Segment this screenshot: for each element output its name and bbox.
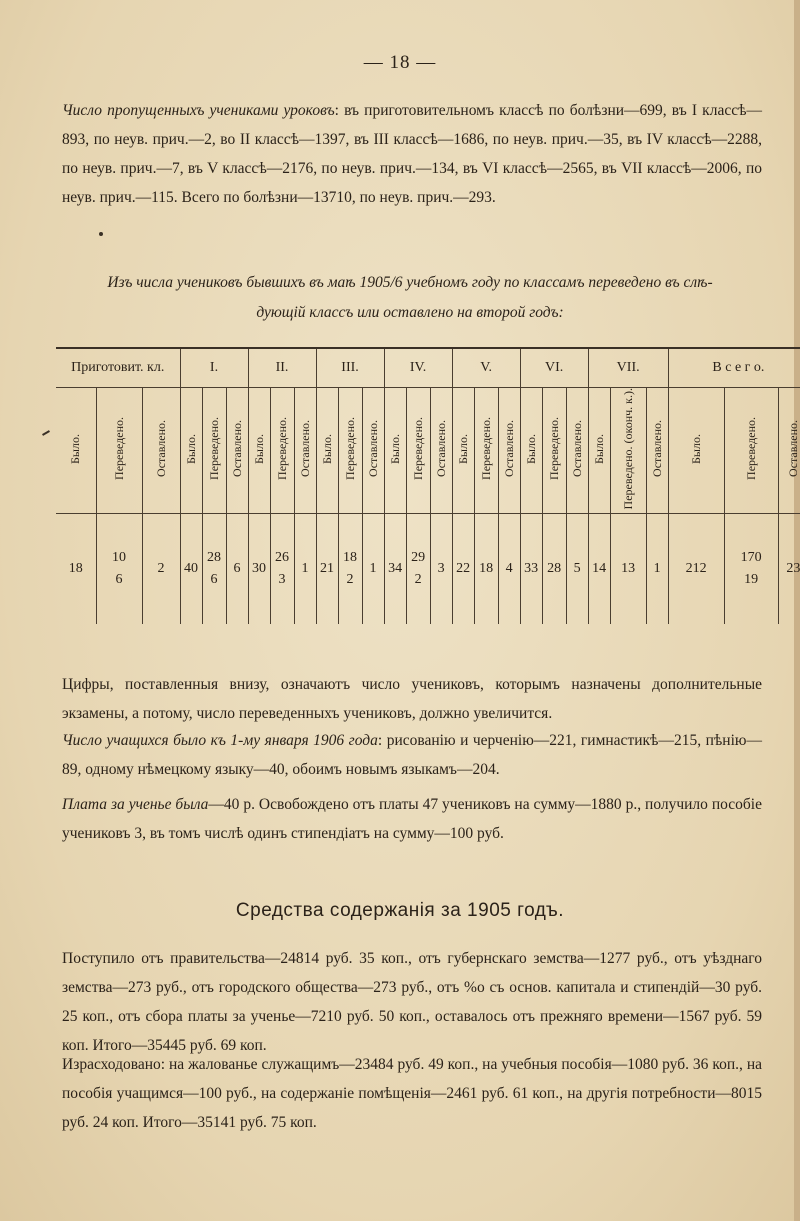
table-cell: 18	[68, 561, 83, 577]
column-header-label: Переведено.	[274, 417, 289, 481]
table-cell: 1	[362, 514, 384, 625]
footnote-paragraph: Цифры, поставленныя внизу, означаютъ число учениковъ, которымъ назначены дополнительные экзамены, а потому, число переведенныхъ учениковъ, должно увеличится.	[62, 676, 762, 722]
page-number: — 18 —	[363, 52, 437, 73]
column-header-label: Переведено.	[410, 417, 425, 481]
column-header-label: Переведено. (оконч. к.).	[620, 388, 635, 510]
column-header	[56, 388, 96, 514]
column-header	[430, 388, 452, 514]
column-header-label: Переведено.	[206, 417, 221, 481]
margin-mark	[42, 430, 50, 436]
table-cell: 29 2	[406, 514, 430, 625]
column-header-label: Было.	[591, 433, 606, 464]
column-header	[588, 388, 610, 514]
table-cell: 22	[452, 514, 474, 625]
class-group-header: II.	[248, 348, 316, 388]
column-header	[498, 388, 520, 514]
table-cell: 23	[778, 514, 800, 625]
column-header-label: Оставлено.	[569, 420, 584, 478]
table-sub-header	[56, 388, 800, 514]
column-header-label: Оставлено.	[433, 420, 448, 478]
table-cell: 6	[226, 514, 248, 625]
table-cell: 21	[316, 514, 338, 625]
column-header-label: Было.	[183, 433, 198, 464]
column-header	[474, 388, 498, 514]
column-header-label: Было.	[68, 433, 83, 464]
column-header-label: Было.	[523, 433, 538, 464]
column-header	[362, 388, 384, 514]
column-header-label: Было.	[455, 433, 470, 464]
column-header-label: Было.	[688, 433, 703, 464]
table-cell: 28	[542, 514, 566, 625]
column-header-label: Оставлено.	[229, 420, 244, 478]
income-paragraph: Поступило отъ правительства—24814 руб. 35 коп., отъ губернскаго земства—1277 руб., отъ уѣзднаго земства—273 руб., отъ городского общества—273 руб., отъ %o съ основ. капитала и стипендій—30 руб. 25 коп., отъ сбора платы за ученье—7210 руб. 50 коп., оставалось отъ прежняго времени—1567 руб. 59 коп. Итого—35445 руб. 69 коп.	[62, 950, 762, 1054]
column-header-label: Оставлено.	[785, 420, 800, 478]
class-group-header: V.	[452, 348, 520, 388]
table-cell: 212	[668, 514, 724, 625]
column-header	[202, 388, 226, 514]
table-cell: 1	[646, 514, 668, 625]
column-header	[646, 388, 668, 514]
class-group-header: I.	[180, 348, 248, 388]
tuition-lead: Плата за ученье была	[62, 796, 209, 813]
class-group-header: IV.	[384, 348, 452, 388]
table-title-line-1: Изъ числа учениковъ бывшихъ въ маѣ 1905/6 учебномъ году по классамъ переведено въ слѣ-	[107, 274, 713, 291]
table-cell: 30	[248, 514, 270, 625]
table-cell: 2	[142, 514, 180, 625]
column-header	[248, 388, 270, 514]
column-header-label: Переведено.	[546, 417, 561, 481]
tuition-paragraph	[62, 790, 762, 848]
column-header	[520, 388, 542, 514]
table-cell: 170 19	[724, 514, 778, 625]
table-cell: 1	[294, 514, 316, 625]
column-header	[452, 388, 474, 514]
column-header-label: Переведено.	[342, 417, 357, 481]
column-header-label: Переведено.	[478, 417, 493, 481]
promotion-table	[56, 347, 800, 624]
table-cell: 28 6	[202, 514, 226, 625]
column-header	[724, 388, 778, 514]
class-group-header: III.	[316, 348, 384, 388]
expenses-paragraph: Израсходовано: на жалованье служащимъ—23484 руб. 49 коп., на учебныя пособія—1080 руб. 36 коп., на пособія учащимся—100 руб., на содержаніе помѣщенія—2461 руб. 61 коп., на другія потребности—8015 руб. 24 коп. Итого—35141 руб. 75 коп.	[62, 1056, 762, 1131]
column-header	[406, 388, 430, 514]
column-header-label: Было.	[319, 433, 334, 464]
column-header	[180, 388, 202, 514]
tuition-text: —40 р. Освобождено отъ платы 47 учениковъ на сумму—1880 р., получило пособіе учениковъ 3, въ томъ числѣ одинъ стипендіатъ на сумму—100 руб.	[62, 796, 762, 842]
column-header-label: Оставлено.	[365, 420, 380, 478]
column-header-label: Было.	[251, 433, 266, 464]
table-cell: 4	[498, 514, 520, 625]
class-group-header: VII.	[588, 348, 668, 388]
table-cell: 18	[474, 514, 498, 625]
column-header	[566, 388, 588, 514]
column-header-label: Оставлено.	[297, 420, 312, 478]
table-cell: 26 3	[270, 514, 294, 625]
class-group-header: В с е г о.	[668, 348, 800, 388]
column-header-label: Оставлено.	[501, 420, 516, 478]
table-cell: 34	[384, 514, 406, 625]
column-header	[96, 388, 142, 514]
column-header	[270, 388, 294, 514]
column-header	[610, 388, 646, 514]
column-header-label: Переведено.	[743, 417, 758, 481]
missed-lessons-lead: Число пропущенныхъ учениками уроковъ	[62, 102, 335, 119]
table-cell: 3	[430, 514, 452, 625]
ink-dot	[99, 232, 103, 236]
table-cell: 13	[610, 514, 646, 625]
table-title-line-2: дующій классъ или оставлено на второй годъ:	[256, 304, 564, 321]
pupils-count-text: : рисованію и черченію—221, гимнастикѣ—215, пѣнію—89, одному нѣмецкому языку—40, обоимъ новымъ языкамъ—204.	[62, 732, 762, 778]
column-header	[142, 388, 180, 514]
table-cell: 5	[566, 514, 588, 625]
table-cell: 10 6	[96, 514, 142, 625]
table-cell: 33	[520, 514, 542, 625]
table-cell: 40	[180, 514, 202, 625]
column-header-label: Оставлено.	[153, 420, 168, 478]
column-header-label: Переведено.	[111, 417, 126, 481]
column-header-label: Было.	[387, 433, 402, 464]
column-header	[226, 388, 248, 514]
table-cell: 14	[588, 514, 610, 625]
section-heading: Средства содержанія за 1905 годъ.	[235, 900, 565, 921]
pupils-count-paragraph	[62, 726, 762, 784]
column-header	[294, 388, 316, 514]
column-header	[778, 388, 800, 514]
column-header	[542, 388, 566, 514]
column-header	[668, 388, 724, 514]
table-group-header	[56, 348, 800, 388]
missed-lessons-text: : въ приготовительномъ классѣ по болѣзни—699, въ I классѣ—893, по неув. прич.—2, во II классѣ—1397, въ III классѣ—1686, по неув. прич.—35, въ IV классѣ—2288, по неув. прич.—7, въ V классѣ—2176, по неув. прич.—134, въ VI классѣ—2565, въ VII классѣ—2006, по неув. прич.—115. Всего по болѣзни—13710, по неув. прич.—293.	[62, 102, 762, 206]
column-header-label: Оставлено.	[649, 420, 664, 478]
column-header	[316, 388, 338, 514]
missed-lessons-paragraph	[62, 96, 762, 212]
class-group-header: Приготовит. кл.	[56, 348, 180, 388]
table-data-row	[56, 514, 800, 625]
class-group-header: VI.	[520, 348, 588, 388]
column-header	[338, 388, 362, 514]
column-header	[384, 388, 406, 514]
pupils-count-lead: Число учащихся было къ 1-му января 1906 года	[62, 732, 378, 749]
table-cell: 18 2	[338, 514, 362, 625]
